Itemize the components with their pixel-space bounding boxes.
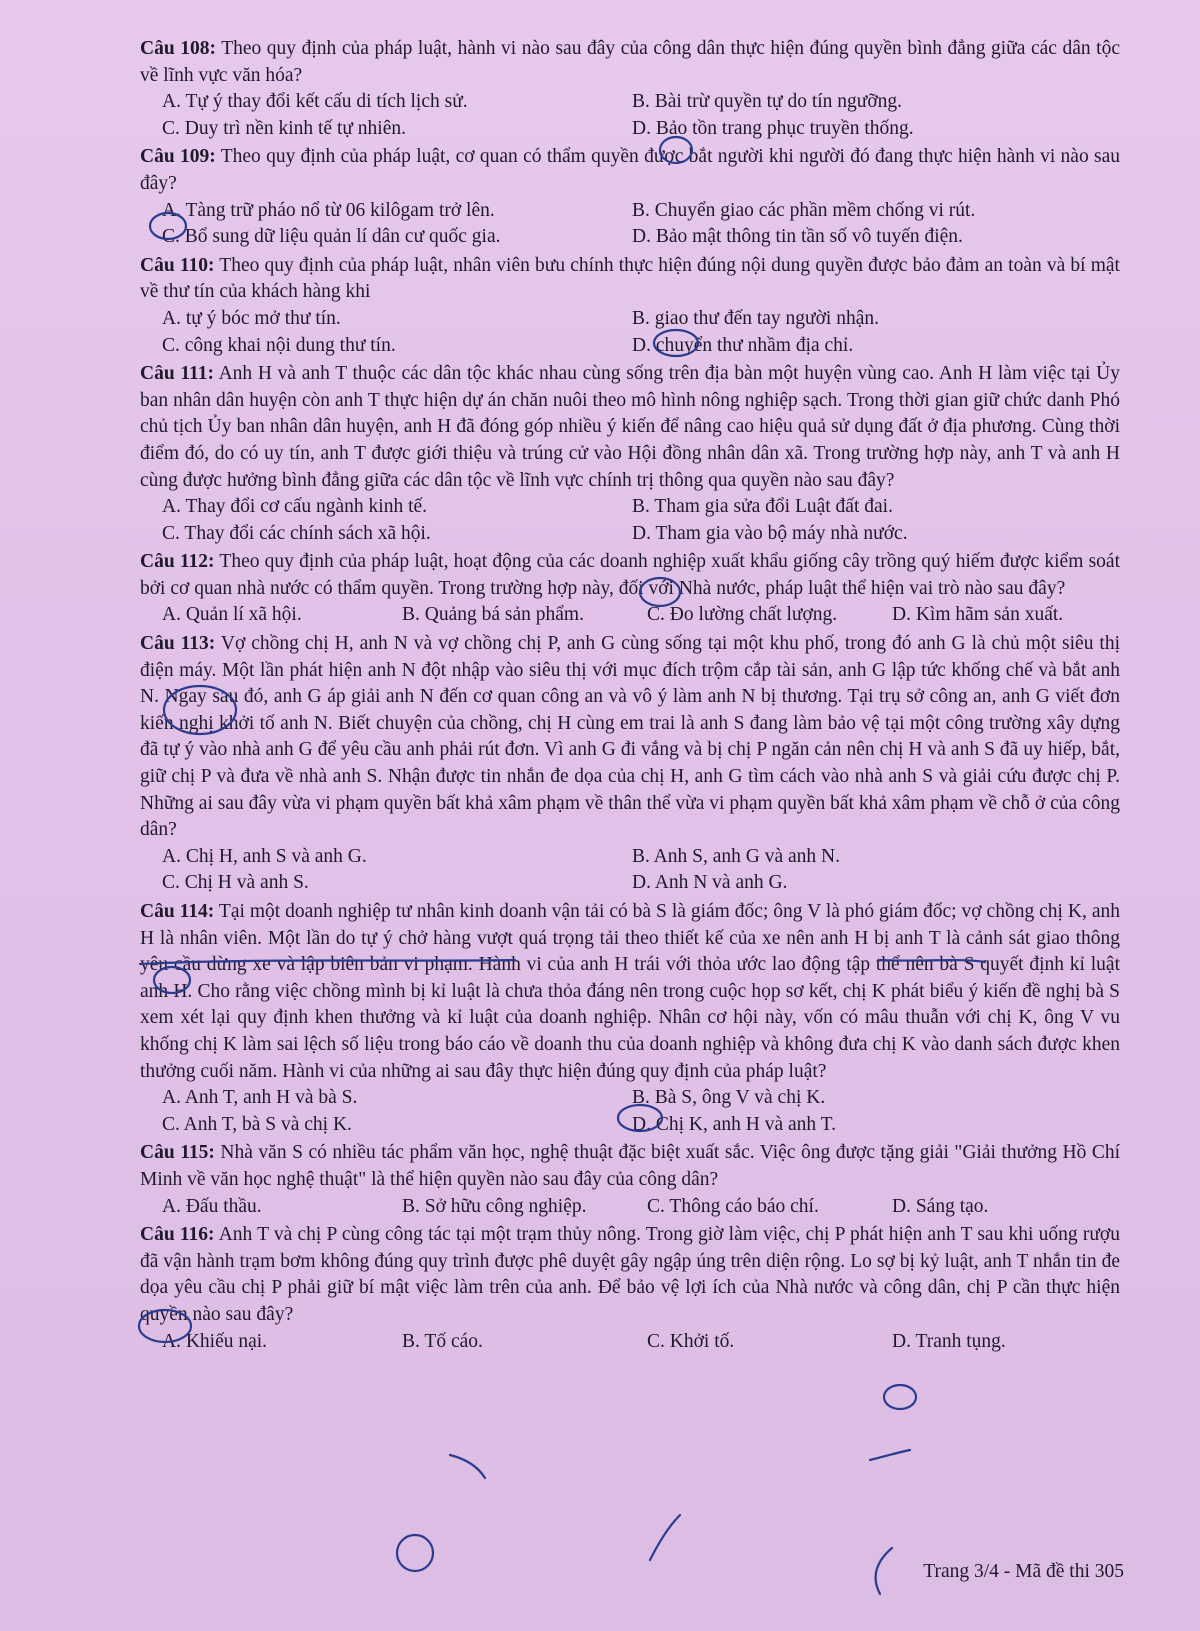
option-d[interactable]: D. Tham gia vào bộ máy nhà nước. bbox=[632, 522, 908, 544]
ink-stroke bbox=[650, 1515, 680, 1560]
option-a[interactable]: A. Tàng trữ pháo nổ từ 06 kilôgam trở lên. bbox=[162, 199, 495, 221]
option-d[interactable]: D. Bảo mật thông tin tần số vô tuyến điện. bbox=[632, 226, 963, 248]
question-label: Câu 115: bbox=[140, 1142, 215, 1164]
option-b[interactable]: B. Tham gia sửa đổi Luật đất đai. bbox=[632, 496, 893, 518]
answer-options bbox=[140, 89, 1120, 142]
option-c[interactable]: C. Đo lường chất lượng. bbox=[647, 604, 838, 626]
question-stem bbox=[140, 899, 1120, 1085]
option-c[interactable]: C. công khai nội dung thư tín. bbox=[162, 334, 396, 356]
option-a[interactable]: A. Quản lí xã hội. bbox=[162, 604, 302, 626]
question-label: Câu 116: bbox=[140, 1224, 215, 1246]
option-c[interactable]: C. Khởi tố. bbox=[647, 1330, 735, 1352]
answer-options bbox=[140, 494, 1120, 547]
question-stem bbox=[140, 549, 1120, 602]
option-c[interactable]: C. Anh T, bà S và chị K. bbox=[162, 1113, 352, 1135]
option-a[interactable]: A. Tự ý thay đổi kết cấu di tích lịch sử. bbox=[162, 91, 468, 113]
option-d[interactable]: D. Bảo tồn trang phục truyền thống. bbox=[632, 117, 914, 139]
option-c[interactable]: C. Chị H và anh S. bbox=[162, 872, 309, 894]
option-c[interactable]: C. Thay đổi các chính sách xã hội. bbox=[162, 522, 431, 544]
option-a[interactable]: A. Anh T, anh H và bà S. bbox=[162, 1087, 358, 1109]
question-text: Nhà văn S có nhiều tác phẩm văn học, nghệ thuật đặc biệt xuất sắc. Việc ông được tặng giải "Giải thưởng Hồ Chí Minh về văn học nghệ thuật" là thể hiện quyền nào sau đây của công dân? bbox=[140, 1142, 1121, 1190]
option-d[interactable]: D. chuyển thư nhầm địa chỉ. bbox=[632, 334, 854, 356]
question-116 bbox=[140, 1222, 1120, 1355]
question-text: Theo quy định của pháp luật, nhân viên bưu chính thực hiện đúng nội dung quyền được bảo đảm an toàn và bí mật về thư tín của khách hàng khi bbox=[140, 254, 1120, 303]
answer-circle-116 bbox=[397, 1535, 433, 1571]
option-a[interactable]: A. tự ý bóc mở thư tín. bbox=[162, 307, 341, 329]
ink-stroke bbox=[876, 1548, 892, 1594]
option-b[interactable]: B. Quảng bá sản phẩm. bbox=[402, 604, 584, 626]
question-115 bbox=[140, 1140, 1120, 1220]
page-footer: Trang 3/4 - Mã đề thi 305 bbox=[923, 1561, 1124, 1582]
option-a[interactable]: A. Đấu thầu. bbox=[162, 1195, 262, 1217]
option-d[interactable]: D. Tranh tụng. bbox=[892, 1330, 1006, 1352]
answer-options bbox=[140, 1194, 1120, 1221]
question-text: Theo quy định của pháp luật, hoạt động của các doanh nghiệp xuất khẩu giống cây trồng quý hiếm được kiểm soát bởi cơ quan nhà nước có thẩm quyền. Trong trường hợp này, đối với Nhà nước, pháp luật thể hiện vai trò nào sau đây? bbox=[140, 551, 1120, 599]
ink-stroke bbox=[870, 1450, 910, 1460]
option-d[interactable]: D. Kìm hãm sản xuất. bbox=[892, 604, 1064, 626]
option-d[interactable]: D. Chị K, anh H và anh T. bbox=[632, 1113, 836, 1135]
question-stem bbox=[140, 1222, 1120, 1328]
question-113 bbox=[140, 631, 1120, 897]
answer-options bbox=[140, 1085, 1120, 1138]
question-label: Câu 109: bbox=[140, 146, 216, 168]
question-112 bbox=[140, 549, 1120, 629]
question-text: Theo quy định của pháp luật, cơ quan có thẩm quyền được bắt người khi người đó đang thực hiện hành vi nào sau đây? bbox=[140, 146, 1121, 194]
question-stem bbox=[140, 361, 1120, 494]
question-text: Anh T và chị P cùng công tác tại một trạm thủy nông. Trong giờ làm việc, chị P phát hiện anh T sau khi uống rượu đã vận hành trạm bơm không đúng quy trình được phê duyệt gây ngập úng trên diện rộng. Lo sợ bị kỷ luật, anh T nhắn tin đe dọa yêu cầu chị P phải giữ bí mật việc làm trên của anh. Để bảo vệ lợi ích của Nhà nước và công dân, chị P cần thực hiện quyền nào sau đây? bbox=[140, 1224, 1120, 1325]
option-d[interactable]: D. Anh N và anh G. bbox=[632, 872, 788, 894]
option-b[interactable]: B. Anh S, anh G và anh N. bbox=[632, 845, 840, 867]
option-b[interactable]: B. giao thư đến tay người nhận. bbox=[632, 307, 879, 329]
question-111 bbox=[140, 361, 1120, 547]
answer-options bbox=[140, 602, 1120, 629]
question-stem bbox=[140, 253, 1120, 306]
question-label: Câu 111: bbox=[140, 363, 214, 385]
question-list bbox=[140, 36, 1120, 1357]
question-108 bbox=[140, 36, 1120, 142]
question-109 bbox=[140, 144, 1120, 250]
question-label: Câu 114: bbox=[140, 901, 215, 922]
option-b[interactable]: B. Chuyển giao các phần mềm chống vi rút. bbox=[632, 199, 976, 221]
answer-options bbox=[140, 844, 1120, 897]
question-stem bbox=[140, 1140, 1120, 1193]
question-110 bbox=[140, 253, 1120, 359]
question-label: Câu 108: bbox=[140, 38, 216, 59]
question-stem bbox=[140, 144, 1120, 197]
option-a[interactable]: A. Thay đổi cơ cấu ngành kinh tế. bbox=[162, 496, 428, 518]
ink-stroke bbox=[450, 1455, 485, 1478]
option-b[interactable]: B. Tố cáo. bbox=[402, 1330, 483, 1352]
option-b[interactable]: B. Sở hữu công nghiệp. bbox=[402, 1195, 587, 1217]
option-c[interactable]: C. Duy trì nền kinh tế tự nhiên. bbox=[162, 117, 406, 139]
question-label: Câu 110: bbox=[140, 254, 215, 276]
question-label: Câu 113: bbox=[140, 633, 216, 655]
option-c[interactable]: C. Thông cáo báo chí. bbox=[647, 1195, 819, 1217]
option-b[interactable]: B. Bà S, ông V và chị K. bbox=[632, 1087, 826, 1109]
option-a[interactable]: A. Chị H, anh S và anh G. bbox=[162, 845, 367, 867]
question-label: Câu 112: bbox=[140, 551, 215, 573]
answer-circle-115 bbox=[884, 1385, 916, 1409]
question-text: Vợ chồng chị H, anh N và vợ chồng chị P, anh G cùng sống tại một khu phố, trong đó anh G là chủ một siêu thị điện máy. Một lần phát hiện anh N đột nhập vào siêu thị với mục đích trộm cắp tài sản, anh G lập tức khống chế và bắt anh N. Ngay sau đó, anh G áp giải anh N đến cơ quan công an và vô ý làm anh N bị thương. Tại trụ sở công an, anh G viết đơn kiến nghị khởi tố anh N. Biết chuyện của chồng, chị H cùng em trai là anh S đang làm bảo vệ tại một công trường xây dựng đã tự ý vào nhà anh G để yêu cầu anh phải rút đơn. Vì anh G đi vắng và bị chị P ngăn cản nên chị H và anh S đã uy hiếp, bắt, giữ chị P và đưa về nhà anh S. Nhận được tin nhắn đe dọa của chị H, anh G tìm cách vào nhà anh S và giải cứu được chị P. Những ai sau đây vừa vi phạm quyền bất khả xâm phạm về thân thể vừa vi phạm quyền bất khả xâm phạm về chỗ ở của công dân? bbox=[140, 633, 1120, 841]
question-text: Tại một doanh nghiệp tư nhân kinh doanh vận tải có bà S là giám đốc; ông V là phó giám đốc; vợ chồng chị K, anh H là nhân viên. Một lần do tự ý chở hàng vượt quá trọng tải theo thiết kế của xe nên anh H bị anh T là cảnh sát giao thông yêu cầu dừng xe và lập biên bản vi phạm. Hành vi của anh H trái với thỏa ước lao động tập thể nên bà S quyết định kỉ luật anh H. Cho rằng việc chồng mình bị kỉ luật là chưa thỏa đáng nên trong cuộc họp sơ kết, chị K phát biểu ý kiến đề nghị bà S xem xét lại quy định khen thưởng và kỉ luật của doanh nghiệp. Nhân cơ hội này, vốn có mâu thuẫn với chị K, ông V vu khống chị K làm sai lệch số liệu trong báo cáo về doanh thu của doanh nghiệp và không đưa chị K vào danh sách được khen thưởng cuối năm. Hành vi của những ai sau đây thực hiện đúng quy định của pháp luật? bbox=[140, 901, 1120, 1082]
question-stem bbox=[140, 631, 1120, 844]
option-a[interactable]: A. Khiếu nại. bbox=[162, 1330, 268, 1352]
option-c[interactable]: C. Bổ sung dữ liệu quản lí dân cư quốc gia. bbox=[162, 226, 501, 248]
answer-options bbox=[140, 306, 1120, 359]
answer-options bbox=[140, 1329, 1120, 1356]
question-114 bbox=[140, 899, 1120, 1138]
question-stem bbox=[140, 36, 1120, 89]
question-text: Anh H và anh T thuộc các dân tộc khác nhau cùng sống trên địa bàn một huyện vùng cao. Anh H làm việc tại Ủy ban nhân dân huyện còn anh T thực hiện dự án chăn nuôi theo mô hình nông nghiệp sạch. Trong thời gian giữ chức danh Phó chủ tịch Ủy ban nhân dân huyện, anh H đã đóng góp nhiều ý kiến để nâng cao hiệu quả sử dụng đất ở địa phương. Cùng thời điểm đó, do có uy tín, anh T được giới thiệu và trúng cử vào Hội đồng nhân dân xã. Trong trường hợp này, anh T và anh H cùng được hưởng bình đẳng giữa các dân tộc về lĩnh vực chính trị thông qua quyền nào sau đây? bbox=[140, 363, 1120, 491]
option-b[interactable]: B. Bài trừ quyền tự do tín ngưỡng. bbox=[632, 91, 903, 113]
option-d[interactable]: D. Sáng tạo. bbox=[892, 1195, 989, 1217]
question-text: Theo quy định của pháp luật, hành vi nào sau đây của công dân thực hiện đúng quyền bình đẳng giữa các dân tộc về lĩnh vực văn hóa? bbox=[140, 38, 1120, 86]
answer-options bbox=[140, 198, 1120, 251]
